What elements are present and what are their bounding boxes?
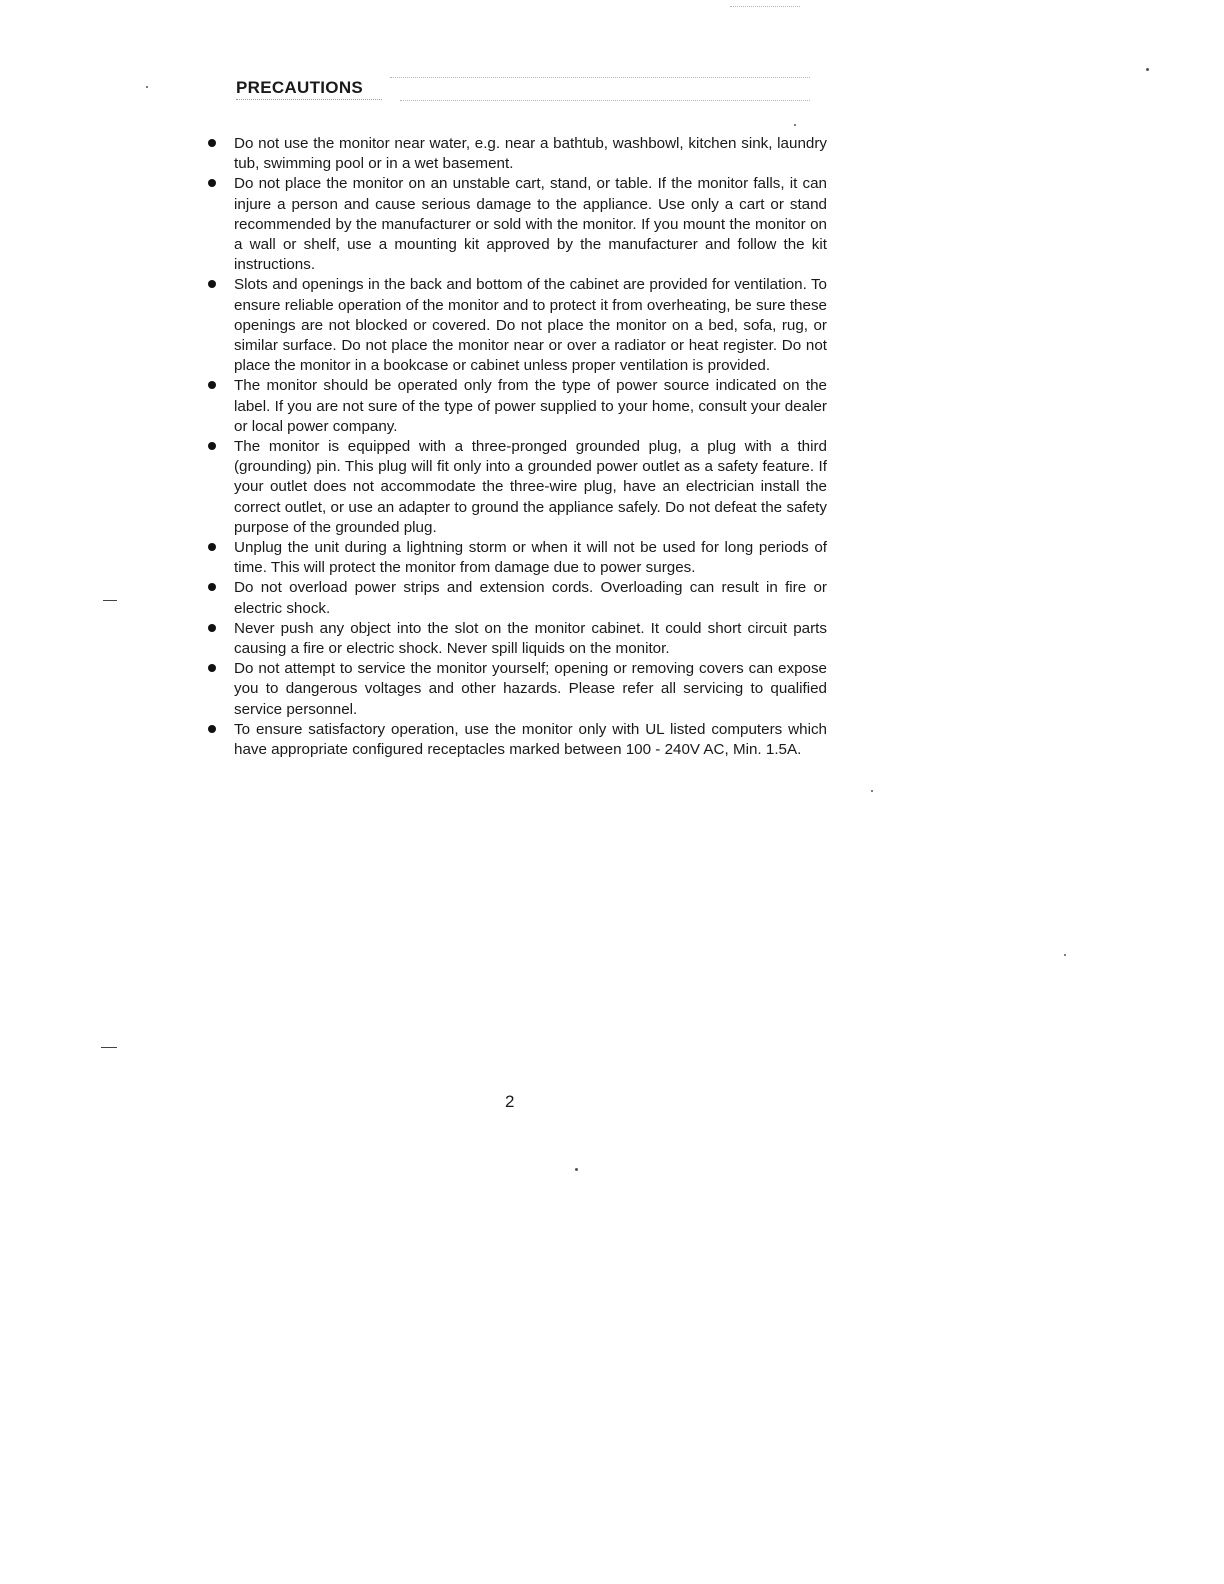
- scan-dash: [103, 600, 117, 601]
- precautions-list: [203, 134, 827, 760]
- list-item-text: Unplug the unit during a lightning storm or when it will not be used for long periods of time. This will protect the monitor from damage due to power surges.: [234, 539, 827, 577]
- list-item-text: Do not place the monitor on an unstable cart, stand, or table. If the monitor falls, it can injure a person and cause serious damage to the appliance. Use only a cart or stand recommended by the manufacturer or sold with the monitor. If you mount the monitor on a wall or shelf, use a mounting kit approved by the manufacturer and follow the kit instructions.: [234, 175, 827, 274]
- bullet-icon: [208, 381, 216, 389]
- bullet-icon: [208, 624, 216, 632]
- scan-speck: [794, 124, 796, 126]
- page-title: PRECAUTIONS: [236, 78, 364, 97]
- bullet-icon: [208, 280, 216, 288]
- list-item-text: Do not attempt to service the monitor yourself; opening or removing covers can expose you to dangerous voltages and other hazards. Please refer all servicing to qualified service personnel.: [234, 660, 827, 718]
- scan-speck: [146, 86, 148, 88]
- bullet-icon: [208, 179, 216, 187]
- list-item: [203, 538, 827, 578]
- list-item-text: Do not use the monitor near water, e.g. near a bathtub, washbowl, kitchen sink, laundry tub, swimming pool or in a wet basement.: [234, 135, 827, 173]
- scan-noise-line: [730, 6, 800, 7]
- list-item: [203, 174, 827, 275]
- bullet-icon: [208, 139, 216, 147]
- page-number: 2: [505, 1092, 515, 1111]
- list-item: [203, 659, 827, 720]
- scan-speck: [575, 1168, 578, 1171]
- list-item-text: The monitor should be operated only from the type of power source indicated on the label. If you are not sure of the type of power supplied to your home, consult your dealer or local power company.: [234, 377, 827, 435]
- heading-underline: [236, 99, 382, 100]
- scan-dash: [101, 1047, 117, 1048]
- bullet-icon: [208, 583, 216, 591]
- scan-speck: [1064, 954, 1066, 956]
- list-item-text: Slots and openings in the back and bottom of the cabinet are provided for ventilation. To ensure reliable operation of the monitor and to protect it from overheating, be sure these openings are not blocked or covered. Do not place the monitor on a bed, sofa, rug, or similar surface. Do not place the monitor near or over a radiator or heat register. Do not place the monitor in a bookcase or cabinet unless proper ventilation is provided.: [234, 276, 827, 375]
- bullet-icon: [208, 725, 216, 733]
- list-item: [203, 437, 827, 538]
- list-item-text: The monitor is equipped with a three-pronged grounded plug, a plug with a third (grounding) pin. This plug will fit only into a grounded power outlet as a safety feature. If your outlet does not accommodate the three-wire plug, have an electrician install the correct outlet, or use an adapter to ground the appliance safely. Do not defeat the safety purpose of the grounded plug.: [234, 438, 827, 536]
- list-item: [203, 619, 827, 659]
- list-item: [203, 376, 827, 437]
- list-item-text: To ensure satisfactory operation, use the monitor only with UL listed computers which have appropriate configured receptacles marked between 100 - 240V AC, Min. 1.5A.: [234, 720, 827, 759]
- list-item: [203, 720, 827, 760]
- bullet-icon: [208, 442, 216, 450]
- scan-noise-line: [400, 100, 810, 101]
- bullet-icon: [208, 664, 216, 672]
- list-item: [203, 578, 827, 618]
- list-item-text: Never push any object into the slot on the monitor cabinet. It could short circuit parts causing a fire or electric shock. Never spill liquids on the monitor.: [234, 619, 827, 658]
- list-item-text: Do not overload power strips and extension cords. Overloading can result in fire or electric shock.: [234, 579, 827, 617]
- scan-speck: [1146, 68, 1149, 71]
- scan-speck: [871, 790, 873, 792]
- bullet-icon: [208, 543, 216, 551]
- list-item: [203, 134, 827, 174]
- list-item: [203, 275, 827, 376]
- scan-noise-line: [390, 77, 810, 78]
